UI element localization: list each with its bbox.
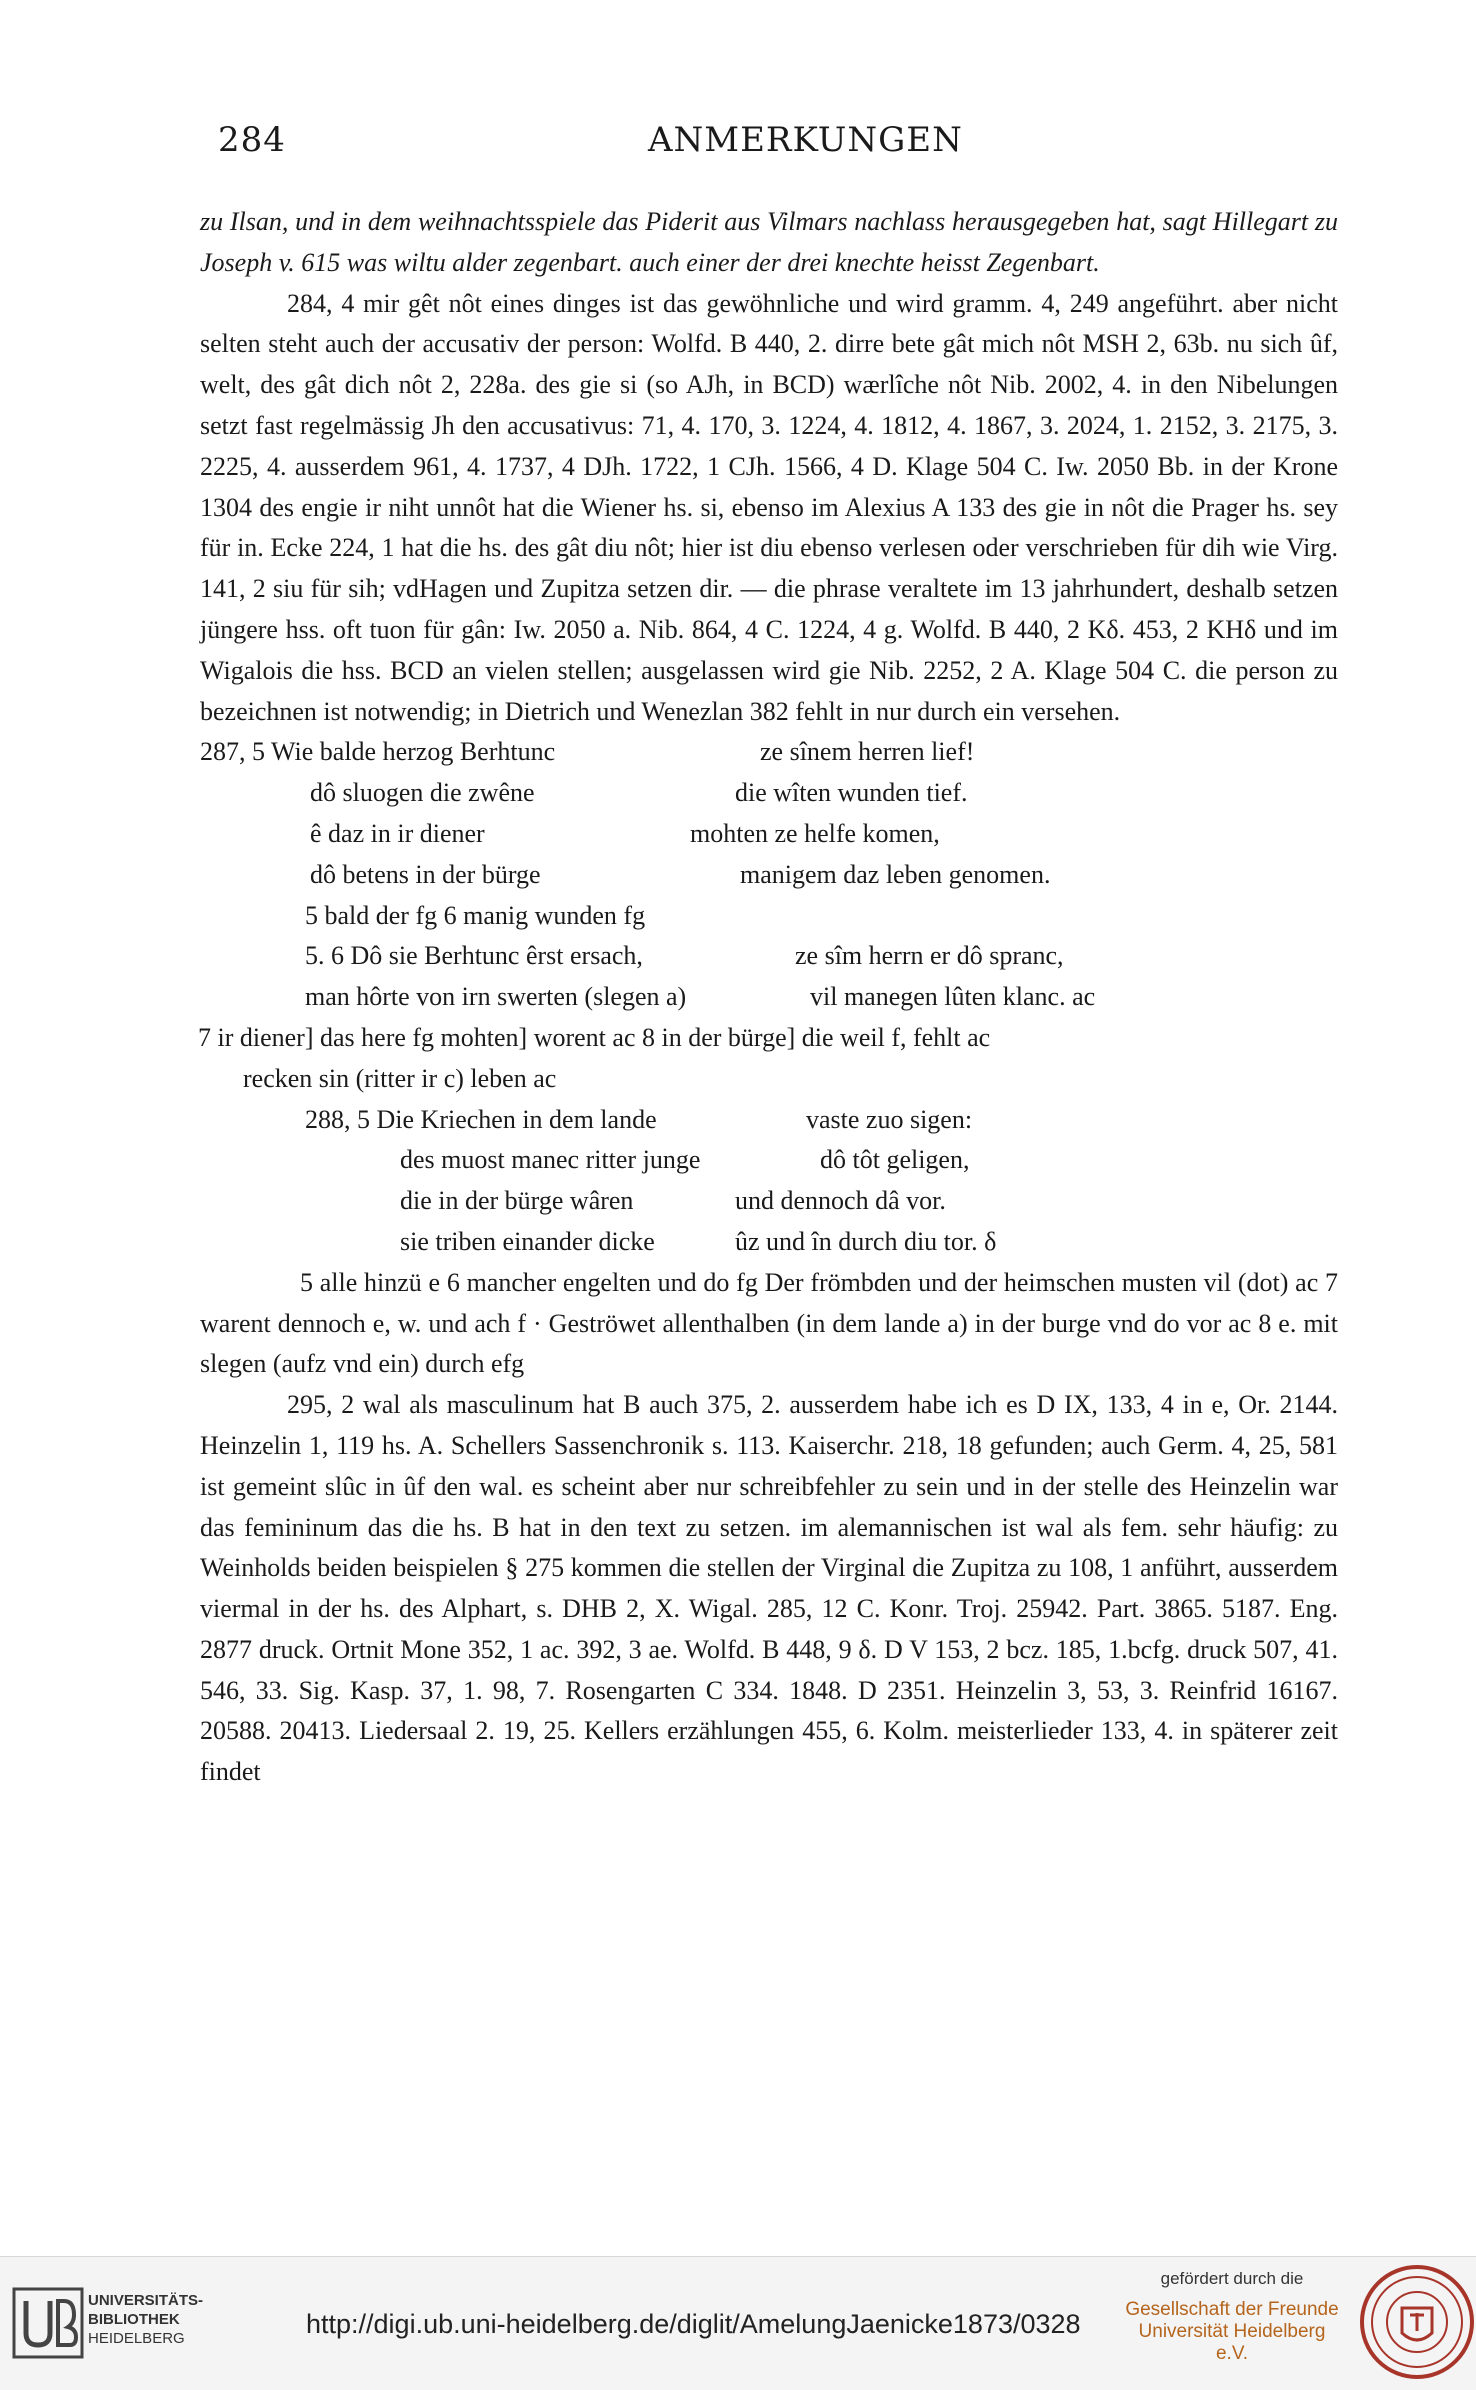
- verse-first-half: dô betens in der bürge: [310, 859, 541, 889]
- variant-text: 5 bald der fg 6 manig wunden fg: [305, 900, 646, 930]
- verse-line: [200, 732, 1338, 773]
- verse-second-half: dô tôt geligen,: [820, 1145, 970, 1175]
- variant-line: [200, 1059, 1338, 1100]
- verse-first-half: man hôrte von irn swerten (slegen a): [305, 982, 687, 1012]
- sponsor-intro: gefördert durch die: [1160, 2269, 1304, 2288]
- verse-first-half: 288, 5 Die Kriechen in dem lande: [305, 1104, 657, 1134]
- verse-first-half: die in der bürge wâren: [400, 1186, 634, 1216]
- verse-first-half: 287, 5 Wie balde herzog Berhtunc: [200, 737, 556, 767]
- sponsor-name-line2: Universität Heidelberg e.V.: [1138, 2321, 1326, 2364]
- verse-second-half: vaste zuo sigen:: [806, 1104, 973, 1134]
- verse-line: [200, 855, 1338, 896]
- paragraph-284-4: 284, 4 mir gêt nôt eines dinges ist das gewöhnliche und wird gramm. 4, 249 angeführt. aber nicht selten steht auch der accusativ der person: Wolfd. B 440, 2. dirre bete gât mich nôt MSH 2, 63b. nu sich ûf, welt, des gât dich nôt 2, 228a. des gie si (so AJh, in BCD) wærlîche nôt Nib. 2002, 4. in den Nibelungen setzt fast regelmässig Jh den accusativus: 71, 4. 170, 3. 1224, 4. 1812, 4. 1867, 3. 2024, 1. 2152, 3. 2175, 3. 2225, 4. ausserdem 961, 4. 1737, 4 DJh. 1722, 1 CJh. 1566, 4 D. Klage 504 C. Iw. 2050 Bb. in der Krone 1304 des engie ir niht unnôt hat die Wiener hs. si, ebenso im Alexius A 133 des gie in nôt die Prager hs. sey für in. Ecke 224, 1 hat die hs. des gât diu nôt; hier ist diu ebenso verlesen oder verschrieben für dih wie Virg. 141, 2 siu für sih; vdHagen und Zupitza setzen dir. — die phrase veraltete im 13 jahrhundert, deshalb setzen jüngere hss. oft tuon für gân: Iw. 2050 a. Nib. 864, 4 C. 1224, 4 g. Wolfd. B 440, 2 Kδ. 453, 2 KHδ und im Wigalois die hss. BCD an vielen stellen; ausgelassen wird gie Nib. 2252, 2 A. Klage 504 C. die person zu bezeichnen ist notwendig; in Dietrich und Wenezlan 382 fehlt in nur durch ein versehen.: [200, 288, 1338, 726]
- sponsor-name-line1: Gesellschaft der Freunde: [1125, 2299, 1339, 2320]
- verse-line: [200, 1100, 1338, 1141]
- verse-line: [200, 1140, 1338, 1181]
- verse-second-half: manigem daz leben genomen.: [740, 859, 1051, 889]
- page-header: [218, 120, 1338, 170]
- variant-text: recken sin (ritter ir c) leben ac: [243, 1063, 557, 1093]
- verse-287-5: [200, 732, 1338, 895]
- variant-line: [200, 1018, 1338, 1059]
- university-seal-icon: [1358, 2263, 1476, 2381]
- verse-first-half: ê daz in ir diener: [310, 818, 485, 848]
- verse-first-half: 5. 6 Dô sie Berhtunc êrst ersach,: [305, 941, 643, 971]
- verse-second-half: und dennoch dâ vor.: [735, 1186, 946, 1216]
- verse-line: [200, 977, 1338, 1018]
- verse-first-half: sie triben einander dicke: [400, 1226, 655, 1256]
- verse-line: [200, 1181, 1338, 1222]
- verse-line: [200, 1222, 1338, 1263]
- verse-first-half: des muost manec ritter junge: [400, 1145, 701, 1175]
- verse-288-5: [200, 1100, 1338, 1263]
- running-title: ANMERKUNGEN: [648, 120, 963, 160]
- variants-288: 5 alle hinzü e 6 mancher engelten und do fg Der frömbden und der heimschen musten vil (dot) ac 7 warent dennoch e, w. und ach f · Geströwet allenthalben (in dem lande a) in der burge vnd do vor ac 8 e. mit slegen (aufz vnd ein) durch efg: [200, 1267, 1338, 1379]
- library-name-line: HEIDELBERG: [88, 2330, 185, 2347]
- footer-bar: [0, 2256, 1476, 2390]
- paragraph-ilsan: zu Ilsan, und in dem weihnachtsspiele das Piderit aus Vilmars nachlass herausgegeben hat, sagt Hillegart zu Joseph v. 615 was wiltu alder zegenbart. auch einer der drei knechte heisst Zegenbart.: [200, 207, 1338, 277]
- page-number: 284: [218, 120, 286, 160]
- verse-second-half: ûz und în durch diu tor. δ: [735, 1226, 997, 1256]
- verse-first-half: dô sluogen die zwêne: [310, 778, 535, 808]
- verse-line: [200, 936, 1338, 977]
- verse-second-half: vil manegen lûten klanc. ac: [810, 982, 1096, 1012]
- page-text: [200, 202, 1338, 1793]
- verse-second-half: ze sîm herrn er dô spranc,: [795, 941, 1064, 971]
- verse-second-half: ze sînem herren lief!: [760, 737, 975, 767]
- permalink-url[interactable]: http://digi.ub.uni-heidelberg.de/diglit/AmelungJaenicke1873/0328: [306, 2309, 1081, 2339]
- verse-second-half: mohten ze helfe komen,: [690, 818, 940, 848]
- verse-line: [200, 773, 1338, 814]
- ub-logo-icon: [12, 2287, 84, 2359]
- sponsor-block: [1122, 2269, 1342, 2365]
- library-name-line: BIBLIOTHEK: [88, 2311, 180, 2328]
- variant-text: 7 ir diener] das here fg mohten] worent ac 8 in der bürge] die weil f, fehlt ac: [198, 1022, 991, 1052]
- paragraph-295-2: 295, 2 wal als masculinum hat B auch 375, 2. ausserdem habe ich es D IX, 133, 4 in e, Or. 2144. Heinzelin 1, 119 hs. A. Schellers Sassenchronik s. 113. Kaiserchr. 218, 18 gefunden; auch Germ. 4, 25, 581 ist gemeint slûc in ûf den wal. es scheint aber nur schreibfehler zu sein und in der stelle des Heinzelin war das femininum das die hs. B hat in den text zu setzen. im alemannischen ist wal als fem. sehr häufig: zu Weinholds beiden beispielen § 275 kommen die stellen der Virginal die Zupitza zu 108, 1 anführt, ausserdem viermal in der hs. des Alphart, s. DHB 2, X. Wigal. 285, 12 C. Konr. Troj. 25942. Part. 3865. 5187. Eng. 2877 druck. Ortnit Mone 352, 1 ac. 392, 3 ae. Wolfd. B 448, 9 δ. D V 153, 2 bcz. 185, 1.bcfg. druck 507, 41. 546, 33. Sig. Kasp. 37, 1. 98, 7. Rosengarten C 334. 1848. D 2351. Heinzelin 3, 53, 3. Reinfrid 16167. 20588. 20413. Liedersaal 2. 19, 25. Kellers erzählungen 455, 6. Kolm. meisterlieder 133, 4. in späterer zeit findet: [200, 1390, 1338, 1787]
- variant-line: [200, 896, 1338, 937]
- library-name: [88, 2291, 203, 2348]
- verse-line: [200, 814, 1338, 855]
- verse-second-half: die wîten wunden tief.: [735, 778, 968, 808]
- library-name-line: UNIVERSITÄTS-: [88, 2292, 204, 2309]
